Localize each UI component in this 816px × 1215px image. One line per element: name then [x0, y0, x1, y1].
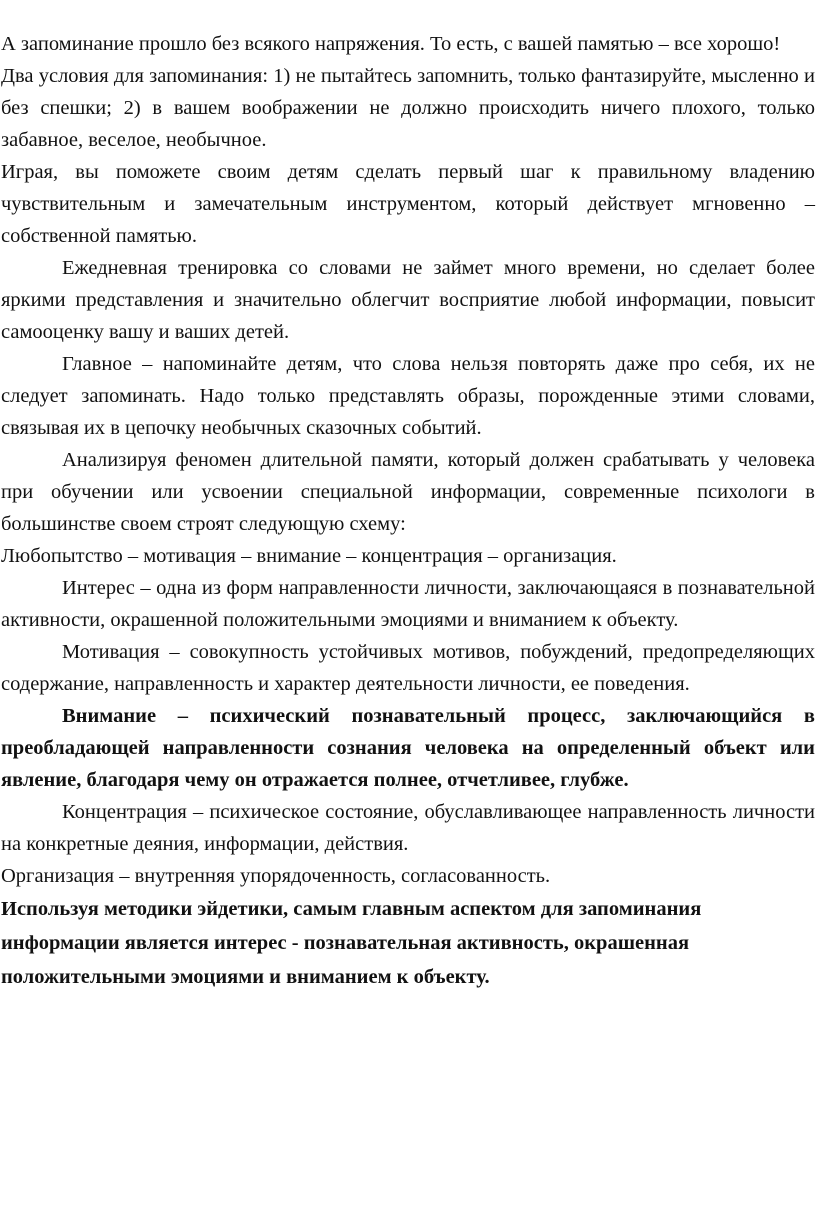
paragraph-main-reminder: Главное – напоминайте детям, что слова нельзя повторять даже про себя, их не следует запоминать. Надо только представлять образы, порожденные этими словами, связывая их в цепочку необычных сказочных событий. [1, 353, 815, 439]
paragraph-definition-attention: Внимание – психический познавательный процесс, заключающийся в преобладающей направленности сознания человека на определенный объект или явление, благодаря чему он отражается полнее, отчетливее, глубже. [1, 705, 815, 791]
paragraph-memorization-result: А запоминание прошло без всякого напряжения. То есть, с вашей памятью – все хорошо! [1, 33, 781, 55]
document-page [0, 28, 816, 994]
paragraph-definition-motivation: Мотивация – совокупность устойчивых мотивов, побуждений, предопределяющих содержание, направленность и характер деятельности личности, ее поведения. [1, 641, 815, 695]
paragraph-daily-training: Ежедневная тренировка со словами не займет много времени, но сделает более яркими представления и значительно облегчит восприятие любой информации, повысит самооценку вашу и ваших детей. [1, 257, 815, 343]
paragraph-definition-interest: Интерес – одна из форм направленности личности, заключающаяся в познавательной активности, окрашенной положительными эмоциями и вниманием к объекту. [1, 577, 815, 631]
paragraph-two-conditions: Два условия для запоминания: 1) не пытайтесь запомнить, только фантазируйте, мысленно и без спешки; 2) в вашем воображении не должно происходить ничего плохого, только забавное, веселое, необычное. [1, 65, 815, 151]
paragraph-playing-with-children: Играя, вы поможете своим детям сделать первый шаг к правильному владению чувствительным и замечательным инструментом, который действует мгновенно – собственной памятью. [1, 161, 815, 247]
paragraph-long-term-memory: Анализируя феномен длительной памяти, который должен срабатывать у человека при обучении или усвоении специальной информации, современные психологи в большинстве своем строят следующую схему: [1, 449, 815, 535]
paragraph-scheme: Любопытство – мотивация – внимание – концентрация – организация. [1, 545, 617, 567]
paragraph-conclusion: Используя методики эйдетики, самым главным аспектом для запоминания информации является интерес - познавательная активность, окрашенная положительными эмоциями и вниманием к объекту. [1, 898, 702, 988]
paragraph-definition-organization: Организация – внутренняя упорядоченность, согласованность. [1, 865, 551, 887]
paragraph-definition-concentration: Концентрация – психическое состояние, обуславливающее направленность личности на конкретные деяния, информации, действия. [1, 801, 815, 855]
